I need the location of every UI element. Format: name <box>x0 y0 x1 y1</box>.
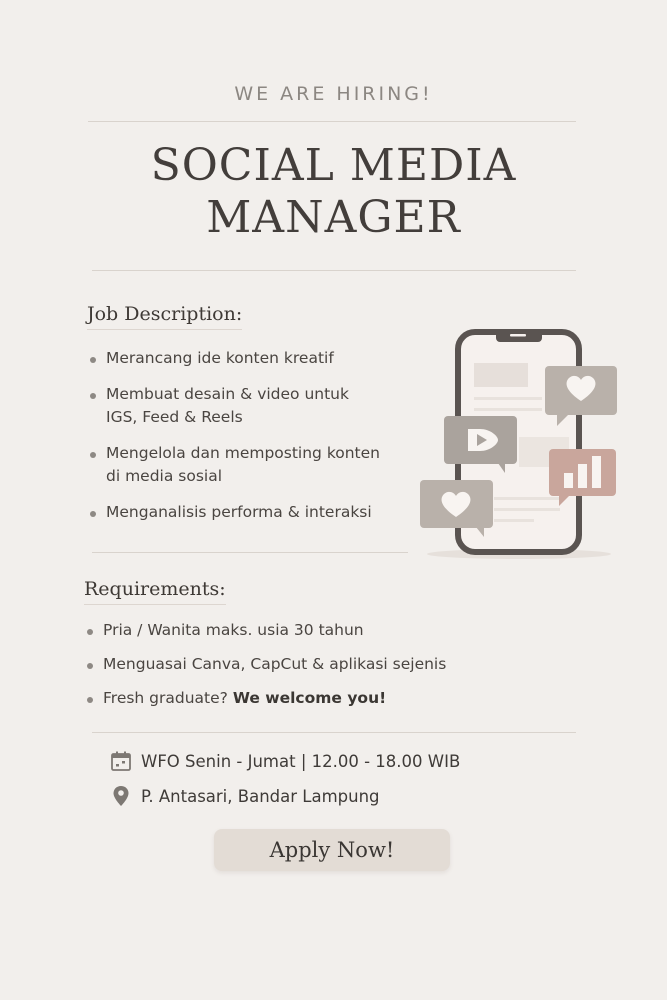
schedule-info <box>109 749 460 773</box>
social-media-illustration <box>414 325 624 565</box>
list-item <box>85 687 465 710</box>
page-title <box>0 140 667 244</box>
divider <box>92 270 576 271</box>
list-item-text-continued: di media sosial <box>106 467 223 485</box>
bullet-icon <box>90 452 96 458</box>
list-item <box>88 383 408 429</box>
title-line-1: SOCIAL MEDIA <box>150 140 517 191</box>
location-info <box>109 784 380 808</box>
smartphone-icon <box>414 325 624 565</box>
divider <box>92 552 408 553</box>
job-description-heading: Job Description: <box>87 303 242 330</box>
title-line-2: MANAGER <box>206 192 461 243</box>
bullet-icon <box>90 357 96 363</box>
apply-now-button[interactable]: Apply Now! <box>214 829 450 871</box>
job-description-list <box>88 347 408 537</box>
location-pin-icon <box>109 784 133 808</box>
list-item <box>88 347 408 370</box>
list-item-text: Mengelola dan memposting konten <box>106 444 380 462</box>
list-item <box>85 619 465 642</box>
list-item-text-continued: IGS, Feed & Reels <box>106 408 243 426</box>
list-item-text: Menganalisis performa & interaksi <box>106 503 372 521</box>
requirements-heading: Requirements: <box>84 578 226 605</box>
schedule-text: WFO Senin - Jumat | 12.00 - 18.00 WIB <box>141 751 461 771</box>
list-item-text: Pria / Wanita maks. usia 30 tahun <box>103 621 364 639</box>
calendar-icon <box>109 749 133 773</box>
list-item <box>88 442 408 488</box>
bullet-icon <box>90 511 96 517</box>
list-item <box>85 653 465 676</box>
list-item-text: Menguasai Canva, CapCut & aplikasi sejenis <box>103 655 447 673</box>
list-item <box>88 501 408 524</box>
bullet-icon <box>87 697 93 703</box>
divider <box>92 732 576 733</box>
divider <box>88 121 576 122</box>
list-item-text: Membuat desain & video untuk <box>106 385 349 403</box>
location-text: P. Antasari, Bandar Lampung <box>141 786 380 806</box>
requirements-list <box>85 619 465 721</box>
bullet-icon <box>87 629 93 635</box>
list-item-emphasis: We welcome you! <box>232 689 387 707</box>
list-item-text: Fresh graduate? <box>103 689 233 707</box>
bullet-icon <box>90 393 96 399</box>
chart-bubble-icon <box>549 449 616 506</box>
hiring-kicker: WE ARE HIRING! <box>234 83 433 105</box>
bullet-icon <box>87 663 93 669</box>
list-item-text: Merancang ide konten kreatif <box>106 349 334 367</box>
